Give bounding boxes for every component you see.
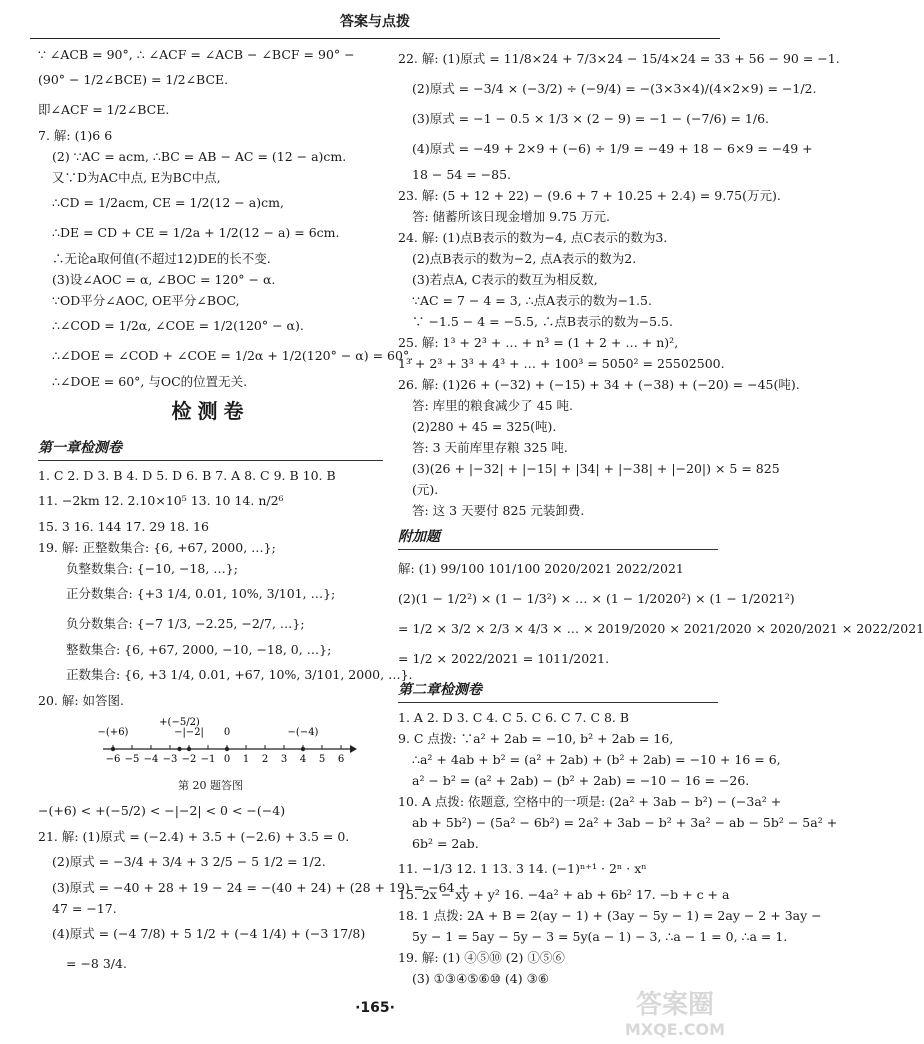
text-line: ∵OD平分∠AOC, OE平分∠BOC, bbox=[52, 293, 240, 308]
point-label: −(−4) bbox=[287, 727, 319, 738]
text-line: ∴a² + 4ab + b² = (a² + 2ab) + (b² + 2ab) = −10 + 16 = 6, bbox=[412, 752, 781, 767]
text-line: 11. −2km 12. 2.10×10⁵ 13. 10 14. n/2⁶ bbox=[38, 493, 284, 508]
text-line: = 1/2 × 2022/2021 = 1011/2021. bbox=[398, 651, 610, 666]
text-line: 答: 储蓄所该日现金增加 9.75 万元. bbox=[412, 209, 610, 224]
text-line: ∵ ∠ACB = 90°, ∴ ∠ACF = ∠ACB − ∠BCF = 90° − bbox=[38, 47, 355, 62]
text-line: (3)原式 = −1 − 0.5 × 1/3 × (2 − 9) = −1 − (−7/6) = 1/6. bbox=[412, 111, 770, 126]
page-header bbox=[30, 8, 720, 39]
text-line: 7. 解: (1)6 6 bbox=[38, 128, 113, 143]
text-line: 24. 解: (1)点B表示的数为−4, 点C表示的数为3. bbox=[398, 230, 668, 245]
text-line: ∵ −1.5 − 4 = −5.5, ∴点B表示的数为−5.5. bbox=[412, 314, 673, 329]
text-line: (2)原式 = −3/4 × (−3/2) ÷ (−9/4) = −(3×3×4)/(4×2×9) = −1/2. bbox=[412, 81, 817, 96]
text-line: ∴CD = 1/2acm, CE = 1/2(12 − a)cm, bbox=[52, 195, 284, 210]
tick-label: −3 bbox=[162, 754, 178, 765]
text-line: (2)280 + 45 = 325(吨). bbox=[412, 419, 557, 434]
tick-label: 0 bbox=[223, 754, 231, 765]
header-title: 答案与点拨 bbox=[340, 14, 410, 30]
figure-caption: 第 20 题答图 bbox=[178, 779, 243, 792]
text-line: ∴DE = CD + CE = 1/2a + 1/2(12 − a) = 6cm. bbox=[52, 225, 340, 240]
text-line: 1. A 2. D 3. C 4. C 5. C 6. C 7. C 8. B bbox=[398, 710, 630, 725]
text-line: 10. A 点拨: 依题意, 空格中的一项是: (2a² + 3ab − b²) − (−3a² + bbox=[398, 794, 782, 809]
text-line: 正分数集合: {+3 1/4, 0.01, 10%, 3/101, …}; bbox=[66, 586, 336, 601]
text-line: (4)原式 = (−4 7/8) + 5 1/2 + (−4 1/4) + (−3 17/8) bbox=[52, 926, 366, 941]
text-line: ab + 5b²) − (5a² − 6b²) = 2a² + 3ab − b² + 3a² − ab − 5b² − 5a² + bbox=[412, 815, 838, 830]
tick-label: −5 bbox=[124, 754, 140, 765]
text-line: −(+6) < +(−5/2) < −|−2| < 0 < −(−4) bbox=[38, 803, 286, 818]
text-line: (3)(26 + |−32| + |−15| + |34| + |−38| + |−20|) × 5 = 825 bbox=[412, 461, 780, 476]
text-line: (3)若点A, C表示的数互为相反数, bbox=[412, 272, 598, 287]
text-line: 19. 解: (1) ④⑤⑩ (2) ①⑤⑥ bbox=[398, 950, 565, 965]
tick-label: 3 bbox=[280, 754, 288, 765]
text-line: 负整数集合: {−10, −18, …}; bbox=[66, 561, 238, 576]
text-line: 25. 解: 1³ + 2³ + … + n³ = (1 + 2 + … + n)², bbox=[398, 335, 679, 350]
point-marker bbox=[301, 747, 305, 751]
tick-label: −2 bbox=[181, 754, 197, 765]
text-line: 负分数集合: {−7 1/3, −2.25, −2/7, …}; bbox=[66, 616, 305, 631]
text-line: 23. 解: (5 + 12 + 22) − (9.6 + 7 + 10.25 + 2.4) = 9.75(万元). bbox=[398, 188, 781, 203]
text-line: 正数集合: {6, +3 1/4, 0.01, +67, 10%, 3/101, 2000, …}. bbox=[66, 667, 413, 682]
text-line: 21. 解: (1)原式 = (−2.4) + 3.5 + (−2.6) + 3.5 = 0. bbox=[38, 829, 350, 844]
point-label: −(+6) bbox=[97, 727, 129, 738]
text-line: (2) ∵AC = acm, ∴BC = AB − AC = (12 − a)cm. bbox=[52, 149, 347, 164]
text-line: ∴∠COD = 1/2α, ∠COE = 1/2(120° − α). bbox=[52, 318, 304, 333]
text-line: 9. C 点拨: ∵a² + 2ab = −10, b² + 2ab = 16, bbox=[398, 731, 674, 746]
text-line: 又∵D为AC中点, E为BC中点, bbox=[52, 170, 221, 185]
text-line: (元). bbox=[412, 482, 439, 497]
text-line: (3)原式 = −40 + 28 + 19 − 24 = −(40 + 24) + (28 + 19) = −64 + bbox=[52, 880, 470, 895]
tick-label: −6 bbox=[105, 754, 121, 765]
number-line-figure bbox=[38, 715, 383, 794]
arrow-icon bbox=[350, 745, 357, 753]
point-label: 0 bbox=[223, 727, 231, 738]
point-marker bbox=[177, 747, 181, 751]
text-line: 答: 3 天前库里存粮 325 吨. bbox=[412, 440, 568, 455]
tick-label: 2 bbox=[261, 754, 269, 765]
page-number: ·165· bbox=[355, 1000, 395, 1016]
text-line: 11. −1/3 12. 1 13. 3 14. (−1)ⁿ⁺¹ · 2ⁿ · xⁿ bbox=[398, 861, 647, 876]
point-marker bbox=[187, 747, 191, 751]
text-line: 整数集合: {6, +67, 2000, −10, −18, 0, …}; bbox=[66, 642, 332, 657]
section-heading: 第二章检测卷 bbox=[398, 678, 718, 703]
watermark-logo bbox=[600, 985, 750, 1041]
text-line: 答: 库里的粮食减少了 45 吨. bbox=[412, 398, 574, 413]
point-label: +(−5/2) bbox=[159, 717, 200, 728]
text-line: 6b² = 2ab. bbox=[412, 836, 479, 851]
text-line: 5y − 1 = 5ay − 5y − 3 = 5y(a − 1) − 3, ∴a − 1 = 0, ∴a = 1. bbox=[412, 929, 788, 944]
point-marker bbox=[111, 747, 115, 751]
text-line: (4)原式 = −49 + 2×9 + (−6) ÷ 1/9 = −49 + 18 − 6×9 = −49 + bbox=[412, 141, 813, 156]
section-heading: 第一章检测卷 bbox=[38, 436, 383, 461]
text-line: 18. 1 点拨: 2A + B = 2(ay − 1) + (3ay − 5y − 1) = 2ay − 2 + 3ay − bbox=[398, 908, 822, 923]
text-line: (2)(1 − 1/2²) × (1 − 1/3²) × … × (1 − 1/2020²) × (1 − 1/2021²) bbox=[398, 591, 795, 606]
text-line: 即∠ACF = 1/2∠BCE. bbox=[38, 102, 170, 117]
text-line: 19. 解: 正整数集合: {6, +67, 2000, …}; bbox=[38, 540, 276, 555]
text-line: = −8 3/4. bbox=[66, 956, 127, 971]
watermark-line2: MXQE.COM bbox=[624, 1020, 726, 1039]
text-line: (3) ①③④⑤⑥⑩ (4) ③⑥ bbox=[412, 971, 549, 986]
text-line: (90° − 1/2∠BCE) = 1/2∠BCE. bbox=[38, 72, 229, 87]
tick-label: 6 bbox=[337, 754, 345, 765]
text-line: 1³ + 2³ + 3³ + 4³ + … + 100³ = 5050² = 25502500. bbox=[398, 356, 725, 371]
text-line: ∴∠DOE = ∠COD + ∠COE = 1/2α + 1/2(120° − α) = 60°. bbox=[52, 348, 414, 363]
text-line: 20. 解: 如答图. bbox=[38, 693, 125, 708]
right-column bbox=[398, 44, 924, 989]
text-line: (2)原式 = −3/4 + 3/4 + 3 2/5 − 5 1/2 = 1/2. bbox=[52, 854, 326, 869]
text-line: 47 = −17. bbox=[52, 901, 117, 916]
text-line: ∵AC = 7 − 4 = 3, ∴点A表示的数为−1.5. bbox=[412, 293, 652, 308]
text-line: 15. 3 16. 144 17. 29 18. 16 bbox=[38, 519, 209, 534]
point-marker bbox=[225, 747, 229, 751]
text-line: ∴∠DOE = 60°, 与OC的位置无关. bbox=[52, 374, 248, 389]
text-line: a² − b² = (a² + 2ab) − (b² + 2ab) = −10 − 16 = −26. bbox=[412, 773, 750, 788]
text-line: 15. 2x − xy + y² 16. −4a² + ab + 6b² 17. −b + c + a bbox=[398, 887, 730, 902]
text-line: 解: (1) 99/100 101/100 2020/2021 2022/2021 bbox=[398, 561, 684, 576]
tick-label: −4 bbox=[143, 754, 159, 765]
text-line: 18 − 54 = −85. bbox=[412, 167, 512, 182]
text-line: 答: 这 3 天要付 825 元装卸费. bbox=[412, 503, 585, 518]
left-column-upper bbox=[38, 44, 414, 711]
watermark-line1: 答案圈 bbox=[635, 990, 715, 1020]
text-line: 1. C 2. D 3. B 4. D 5. D 6. B 7. A 8. C 9. B 10. B bbox=[38, 468, 336, 483]
text-line: = 1/2 × 3/2 × 2/3 × 4/3 × … × 2019/2020 × 2021/2020 × 2020/2021 × 2022/2021 bbox=[398, 621, 924, 636]
tick-label: −1 bbox=[200, 754, 216, 765]
section-heading: 附加题 bbox=[398, 525, 718, 550]
point-label: −|−2| bbox=[174, 727, 204, 738]
tick-label: 5 bbox=[318, 754, 326, 765]
text-line: 22. 解: (1)原式 = 11/8×24 + 7/3×24 − 15/4×24 = 33 + 56 − 90 = −1. bbox=[398, 51, 840, 66]
text-line: (2)点B表示的数为−2, 点A表示的数为2. bbox=[412, 251, 637, 266]
right-column-content bbox=[398, 44, 924, 989]
page-title: 检测卷 bbox=[171, 399, 250, 423]
text-line: (3)设∠AOC = α, ∠BOC = 120° − α. bbox=[52, 272, 276, 287]
tick-label: 1 bbox=[242, 754, 250, 765]
text-line: ∴无论a取何值(不超过12)DE的长不变. bbox=[52, 251, 271, 266]
number-line-svg bbox=[98, 715, 358, 775]
text-line: 26. 解: (1)26 + (−32) + (−15) + 34 + (−38) + (−20) = −45(吨). bbox=[398, 377, 800, 392]
tick-label: 4 bbox=[299, 754, 307, 765]
